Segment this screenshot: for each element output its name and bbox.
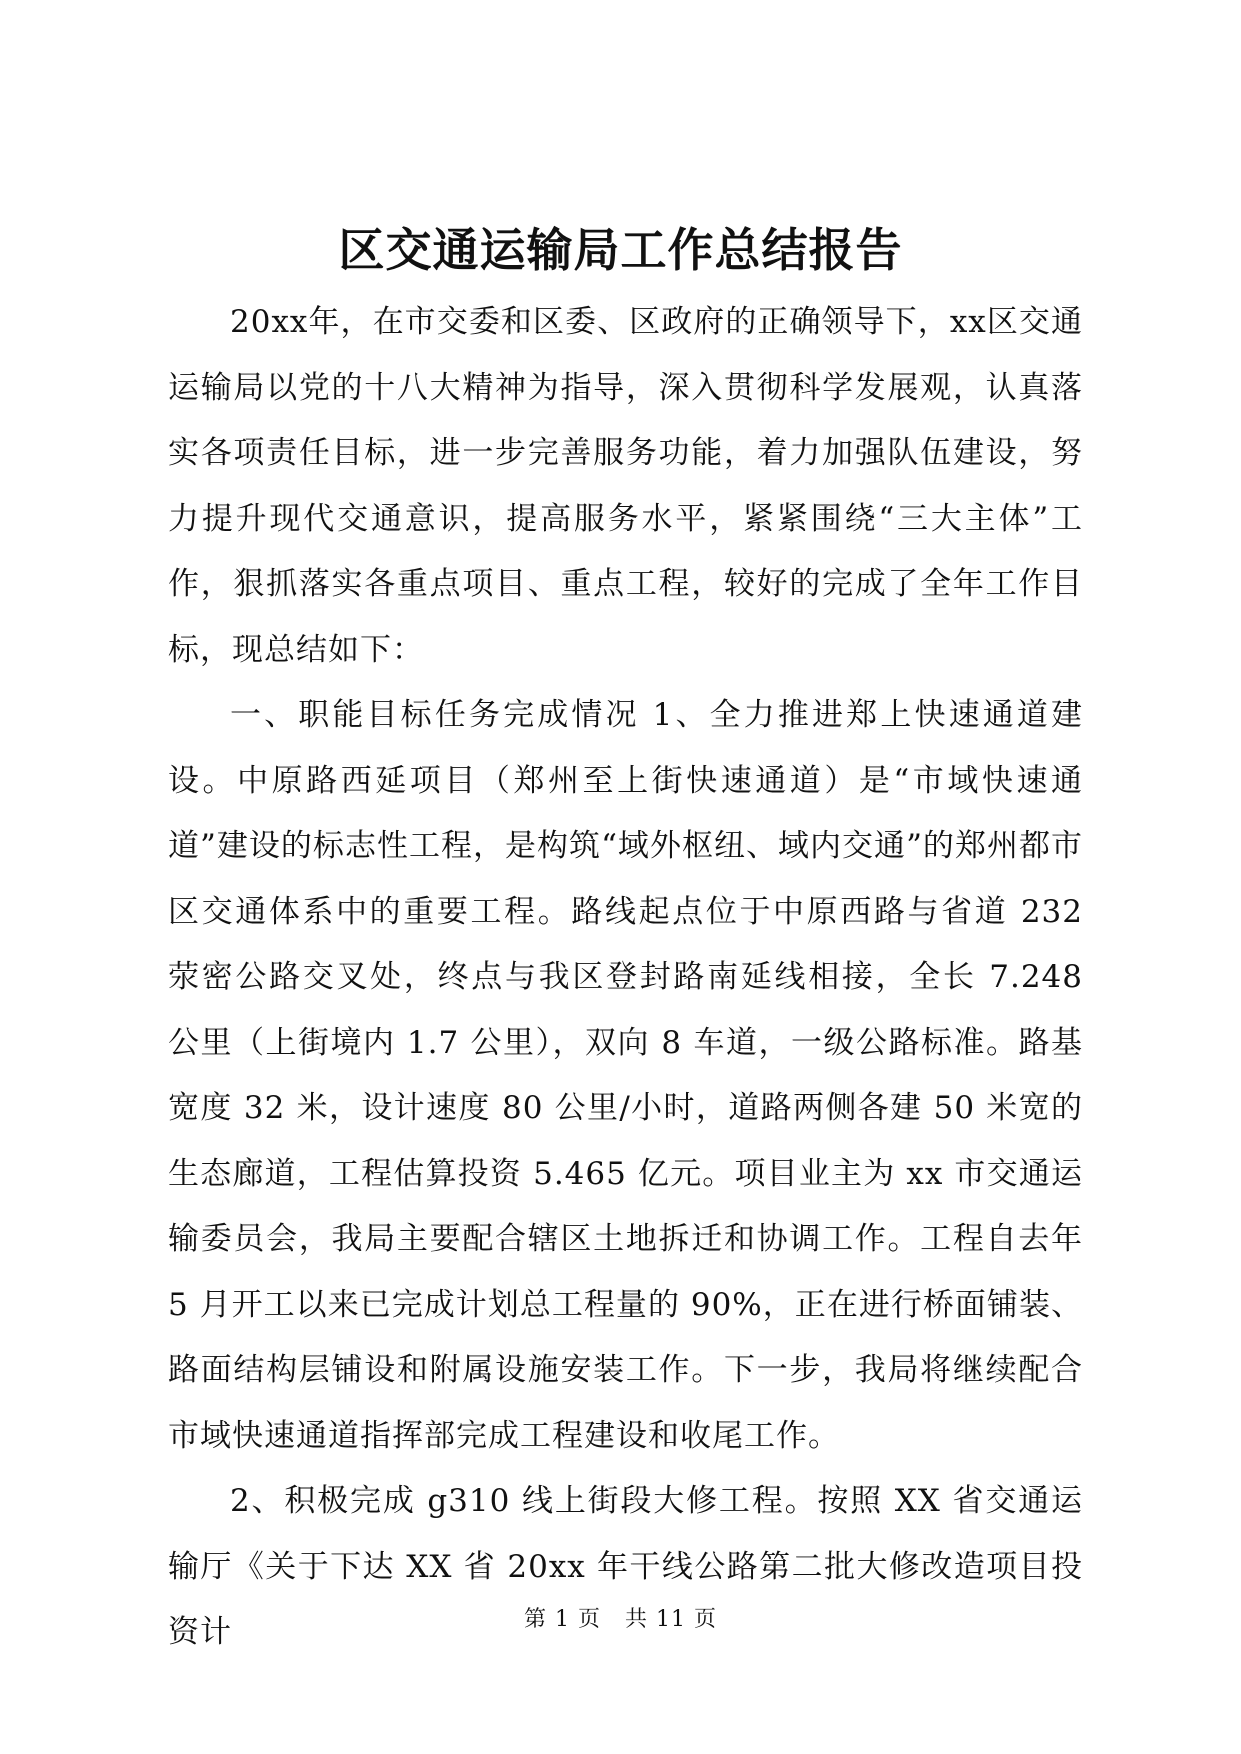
document-title: 区交通运输局工作总结报告 — [338, 223, 903, 277]
document-body — [168, 290, 1083, 1666]
page-separator — [609, 1607, 617, 1632]
page-footer — [0, 1605, 1241, 1635]
paragraph-intro: 20xx年，在市交委和区委、区政府的正确领导下，xx区交通运输局以党的十八大精神为指导，深入贯彻科学发展观，认真落实各项责任目标，进一步完善服务功能，着力加强队伍建设，努力提升现代交通意识，提高服务水平，紧紧围绕“三大主体”工作，狠抓落实各重点项目、重点工程，较好的完成了全年工作目标，现总结如下： — [168, 304, 1083, 668]
paragraph-section-2: 2、积极完成 g310 线上街段大修工程。按照 XX 省交通运输厅《关于下达 XX 省 20xx 年干线公路第二批大修改造项目投资计 — [168, 1483, 1083, 1650]
paragraph-section-1: 一、职能目标任务完成情况 1、全力推进郑上快速通道建设。中原路西延项目（郑州至上街快速通道）是“市域快速通道”建设的标志性工程，是构筑“域外枢纽、域内交通”的郑州都市区交通体系中的重要工程。路线起点位于中原西路与省道 232 荥密公路交叉处，终点与我区登封路南延线相接，全长 7.248 公里（上街境内 1.7 公里），双向 8 车道，一级公路标准。路基宽度 32 米，设计速度 80 公里/小时，道路两侧各建 50 米宽的生态廊道，工程估算投资 5.465 亿元。项目业主为 xx 市交通运输委员会，我局主要配合辖区土地拆迁和协调工作。工程自去年 5 月开工以来已完成计划总工程量的 90%，正在进行桥面铺装、路面结构层铺设和附属设施安装工作。下一步，我局将继续配合市域快速通道指挥部完成工程建设和收尾工作。 — [168, 697, 1083, 1454]
page-number: 第 1 页 — [524, 1607, 601, 1632]
page-total: 共 11 页 — [625, 1607, 717, 1632]
